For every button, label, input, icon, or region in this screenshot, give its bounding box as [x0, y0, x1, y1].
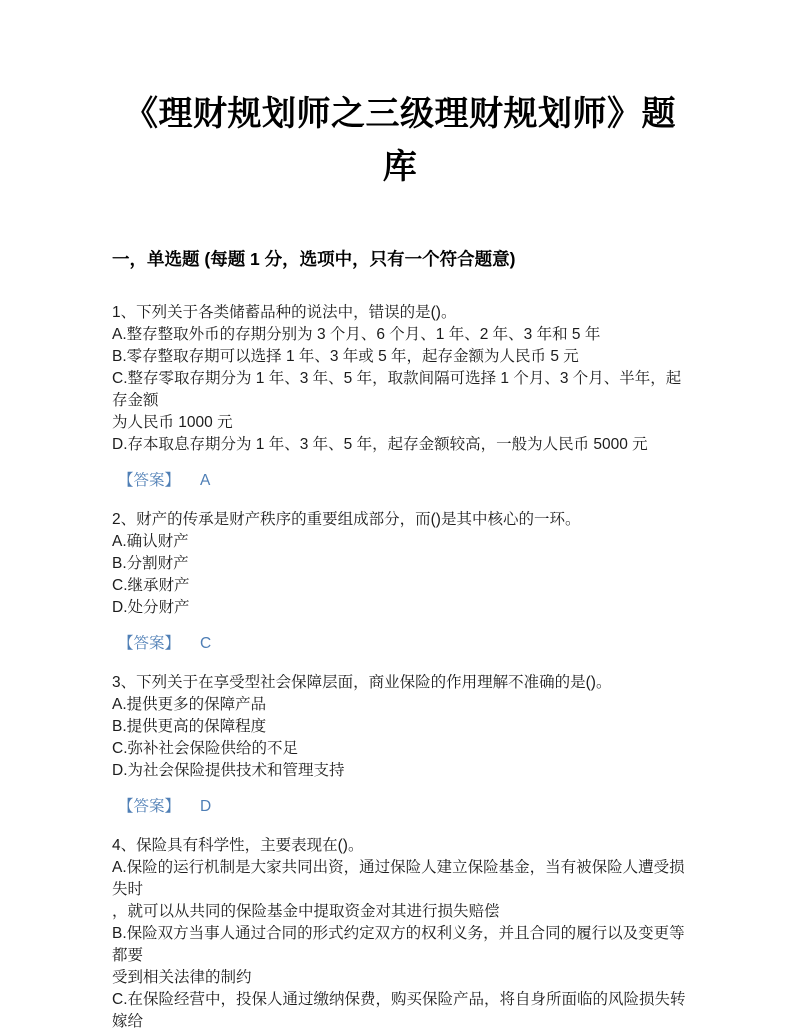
option-line: A.确认财产 [112, 533, 189, 550]
option-line: C.在保险经营中，投保人通过缴纳保费，购买保险产品，将自身所面临的风险损失转嫁给 [112, 991, 686, 1030]
option-line: A.提供更多的保障产品 [112, 696, 267, 713]
answer-label: 【答案】 [118, 472, 181, 489]
option-line: B.零存整取存期可以选择 1 年、3 年或 5 年，起存金额为人民币 5 元 [112, 348, 579, 365]
answer-value: D [200, 798, 212, 815]
option-line: C.弥补社会保险供给的不足 [112, 740, 299, 757]
option-line-continuation: 受到相关法律的制约 [112, 969, 252, 986]
option-line: A.整存整取外币的存期分别为 3 个月、6 个月、1 年、2 年、3 年和 5 年 [112, 326, 601, 343]
option-line: A.保险的运行机制是大家共同出资，通过保险人建立保险基金，当有被保险人遭受损失时 [112, 859, 685, 898]
answer-value: C [200, 635, 212, 652]
question-block [112, 302, 688, 492]
question-block [112, 835, 688, 1033]
question-stem: 1、下列关于各类储蓄品种的说法中，错误的是()。 [112, 304, 457, 321]
option-line-continuation: ，就可以从共同的保险基金中提取资金对其进行损失赔偿 [112, 903, 500, 920]
answer-row [118, 470, 688, 492]
page-title: 《理财规划师之三级理财规划师》题库 [124, 95, 676, 186]
option-line: B.提供更高的保障程度 [112, 718, 267, 735]
option-line: D.处分财产 [112, 599, 190, 616]
option-line: B.分割财产 [112, 555, 189, 572]
section-heading: 一，单选题 (每题 1 分，选项中，只有一个符合题意) [112, 249, 516, 269]
option-line: C.整存零取存期分为 1 年、3 年、5 年，取款间隔可选择 1 个月、3 个月、半年，起存金额 [112, 370, 682, 409]
option-line-continuation: 为人民币 1000 元 [112, 414, 233, 431]
option-line: B.保险双方当事人通过合同的形式约定双方的权利义务，并且合同的履行以及变更等都要 [112, 925, 685, 964]
answer-row [118, 633, 688, 655]
question-block [112, 672, 688, 818]
answer-row [118, 796, 688, 818]
question-stem: 2、财产的传承是财产秩序的重要组成部分，而()是其中核心的一环。 [112, 511, 581, 528]
option-line: D.为社会保险提供技术和管理支持 [112, 762, 345, 779]
answer-label: 【答案】 [118, 635, 181, 652]
question-stem: 4、保险具有科学性，主要表现在()。 [112, 837, 364, 854]
option-line: D.存本取息存期分为 1 年、3 年、5 年，起存金额较高，一般为人民币 5000 元 [112, 436, 648, 453]
question-block [112, 509, 688, 655]
answer-value: A [200, 472, 211, 489]
question-stem: 3、下列关于在享受型社会保障层面，商业保险的作用理解不准确的是()。 [112, 674, 612, 691]
question-list [112, 302, 688, 1033]
answer-label: 【答案】 [118, 798, 181, 815]
option-line: C.继承财产 [112, 577, 190, 594]
